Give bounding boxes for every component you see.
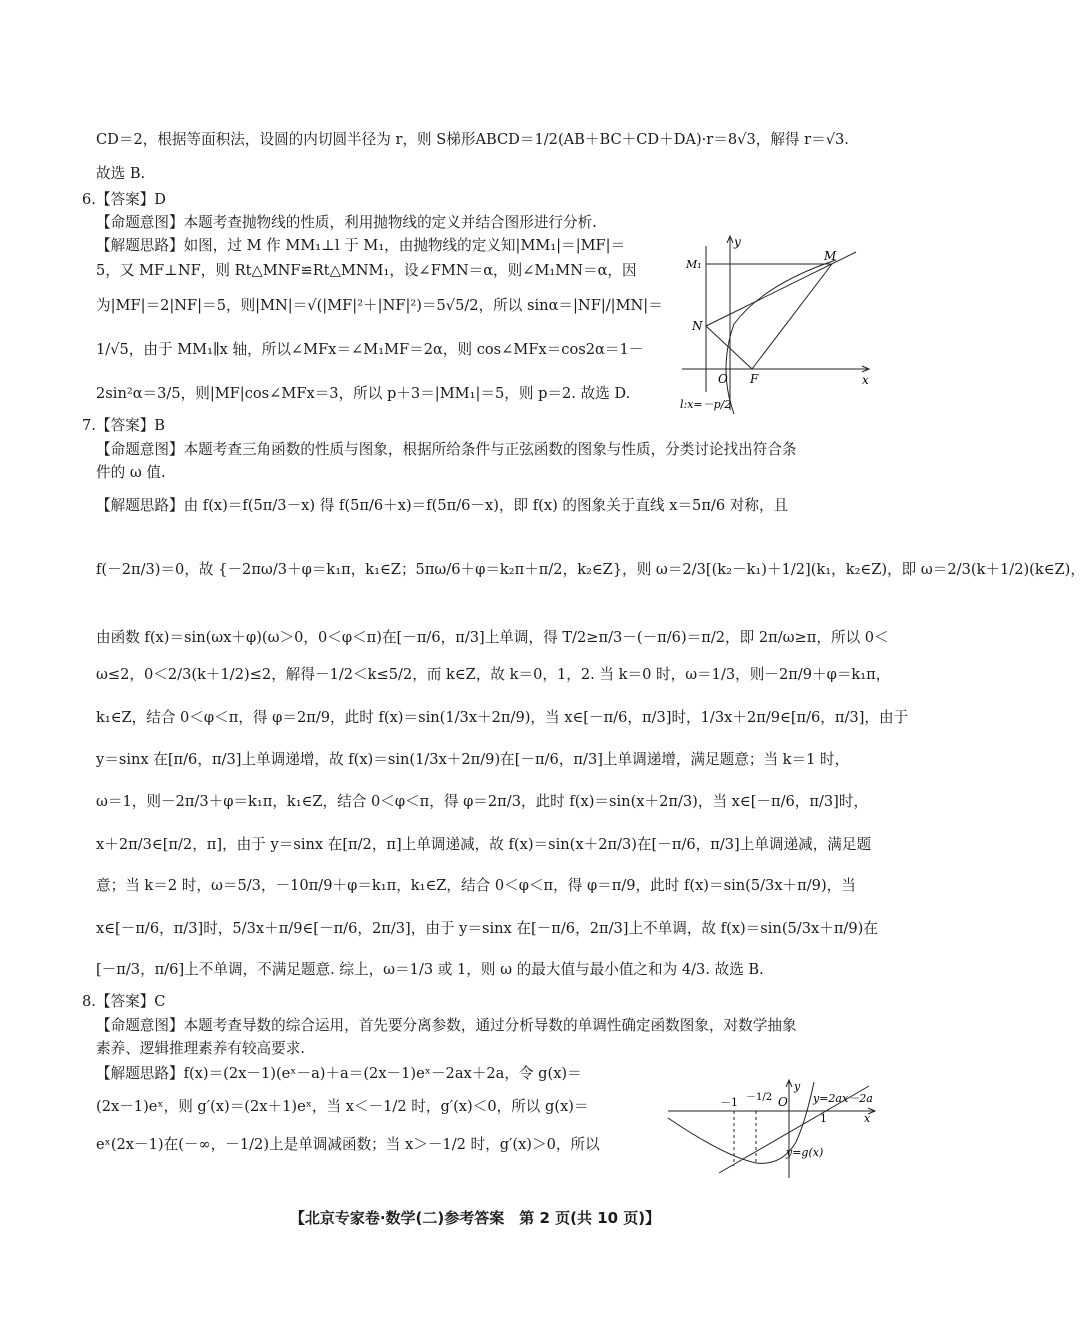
label-x: x [862,373,869,387]
q8-intent: 【命题意图】本题考查导数的综合运用，首先要分离参数，通过分析导数的单调性确定函数图象，对数学抽象 [96,1017,797,1034]
label-f: F [750,372,759,386]
q7-solution-line: ω≤2，0＜2/3(k＋1/2)≤2，解得－1/2＜k≤5/2，而 k∈Z，故 k＝0，1，2. 当 k＝0 时，ω＝1/3，则－2π/9＋φ＝k₁π， [96,666,891,683]
text-line: 故选 B. [96,165,146,182]
q7-solution-line: x＋2π/3∈[π/2，π]，由于 y＝sinx 在[π/2，π]上单调递减，故 f(x)＝sin(x＋2π/3)在[－π/6，π/3]上单调递减，满足题 [96,836,872,853]
parabola-curve [726,260,836,414]
label-m1: M₁ [686,258,702,271]
label-y: y [734,235,741,249]
q8-solution-line: (2x－1)eˣ，则 g′(x)＝(2x＋1)eˣ，当 x＜－1/2 时，g′(x)＜0，所以 g(x)＝ [96,1098,589,1115]
page-footer: 【北京专家卷·数学(二)参考答案 第 2 页(共 10 页)】 [289,1209,661,1227]
q7-solution-line: k₁∈Z，结合 0＜φ＜π，得 φ＝2π/9，此时 f(x)＝sin(1/3x＋2π/9)，当 x∈[－π/6，π/3]时，1/3x＋2π/9∈[π/6，π/3]，由于 [96,709,909,726]
label-one: 1 [820,1112,827,1125]
q7-solution-line: y＝sinx 在[π/6，π/3]上单调递增，故 f(x)＝sin(1/3x＋2π/9)在[－π/6，π/3]上单调递增，满足题意；当 k＝1 时， [96,751,850,768]
q8-solution-line: eˣ(2x－1)在(－∞，－1/2)上是单调减函数；当 x＞－1/2 时，g′(x)＞0，所以 [96,1136,600,1153]
q7-solution-line: [－π/3，π/6]上不单调，不满足题意. 综上，ω＝1/3 或 1，则 ω 的最大值与最小值之和为 4/3. 故选 B. [96,961,764,978]
label-o: O [778,1095,788,1109]
q7-solution-line: f(－2π/3)＝0，故 {－2πω/3＋φ＝k₁π，k₁∈Z；5πω/6＋φ＝k₂π＋π/2，k₂∈Z}，则 ω＝2/3[(k₂－k₁)＋1/2](k₁，k₂∈Z)，即 ω＝2/3(k＋1/2)(k∈Z)， [96,561,1085,578]
label-o: O [718,372,728,386]
q8-solution-line: 【解题思路】f(x)＝(2x－1)(eˣ－a)＋a＝(2x－1)eˣ－2ax＋2a，令 g(x)＝ [96,1065,582,1082]
segment-nf [706,326,752,369]
q7-answer: 7.【答案】B [82,417,166,434]
q7-intent: 件的 ω 值. [96,464,166,481]
label-minus-one: －1 [720,1096,738,1109]
q7-intent: 【命题意图】本题考查三角函数的性质与图象，根据所给条件与正弦函数的图象与性质，分类讨论找出符合条 [96,441,797,458]
label-line-eq: y=2ax－2a [813,1092,873,1105]
function-figure [664,1078,884,1183]
q6-solution-line: 为|MF|＝2|NF|＝5，则|MN|＝√(|MF|²＋|NF|²)＝5√5/2，所以 sinα＝|NF|/|MN|＝ [96,297,663,314]
segment-fm [752,264,832,369]
label-x: x [864,1112,871,1125]
label-n: N [692,319,703,333]
q6-solution-line: 1/√5，由于 MM₁∥x 轴，所以∠MFx＝∠M₁MF＝2α，则 cos∠MFx＝cos2α＝1－ [96,341,644,358]
q6-solution-line: 2sin²α＝3/5，则|MF|cos∠MFx＝3，所以 p＋3＝|MM₁|＝5，则 p＝2. 故选 D. [96,385,631,402]
label-directrix: l:x=－p/2 [680,398,732,411]
label-y: y [794,1080,801,1093]
q7-solution-line: 由函数 f(x)＝sin(ωx＋φ)(ω＞0，0＜φ＜π)在[－π/6，π/3]上单调，得 T/2≥π/3－(－π/6)＝π/2，即 2π/ω≥π，所以 0＜ [96,629,889,646]
q7-solution-line: x∈[－π/6，π/3]时，5/3x＋π/9∈[－π/6，2π/3]，由于 y＝sinx 在[－π/6，2π/3]上不单调，故 f(x)＝sin(5/3x＋π/9)在 [96,920,878,937]
q7-solution-line: ω＝1，则－2π/3＋φ＝k₁π，k₁∈Z，结合 0＜φ＜π，得 φ＝2π/3，此时 f(x)＝sin(x＋2π/3)，当 x∈[－π/6，π/3]时， [96,793,869,810]
q6-answer: 6.【答案】D [82,191,166,208]
label-minus-half: －1/2 [746,1092,773,1103]
parabola-figure [676,232,876,417]
q6-solution-line: 【解题思路】如图，过 M 作 MM₁⊥l 于 M₁，由抛物线的定义知|MM₁|＝|MF|＝ [96,237,626,254]
q7-solution-line: 意；当 k＝2 时，ω＝5/3，－10π/9＋φ＝k₁π，k₁∈Z，结合 0＜φ＜π，得 φ＝π/9，此时 f(x)＝sin(5/3x＋π/9)，当 [96,877,856,894]
q8-answer: 8.【答案】C [82,993,166,1010]
label-m: M [824,249,837,263]
label-gx: y=g(x) [786,1146,824,1159]
q7-solution-line: 【解题思路】由 f(x)＝f(5π/3－x) 得 f(5π/6＋x)＝f(5π/6－x)，即 f(x) 的图象关于直线 x＝5π/6 对称，且 [96,497,789,514]
line-nm [706,252,856,326]
q6-intent: 【命题意图】本题考查抛物线的性质，利用抛物线的定义并结合图形进行分析. [96,214,597,231]
q6-solution-line: 5，又 MF⊥NF，则 Rt△MNF≌Rt△MNM₁，设∠FMN＝α，则∠M₁MN＝α，因 [96,262,637,279]
text-line: CD＝2，根据等面积法，设圆的内切圆半径为 r，则 S梯形ABCD＝1/2(AB＋BC＋CD＋DA)·r＝8√3，解得 r＝√3. [96,131,849,148]
q8-intent: 素养、逻辑推理素养有较高要求. [96,1040,305,1057]
